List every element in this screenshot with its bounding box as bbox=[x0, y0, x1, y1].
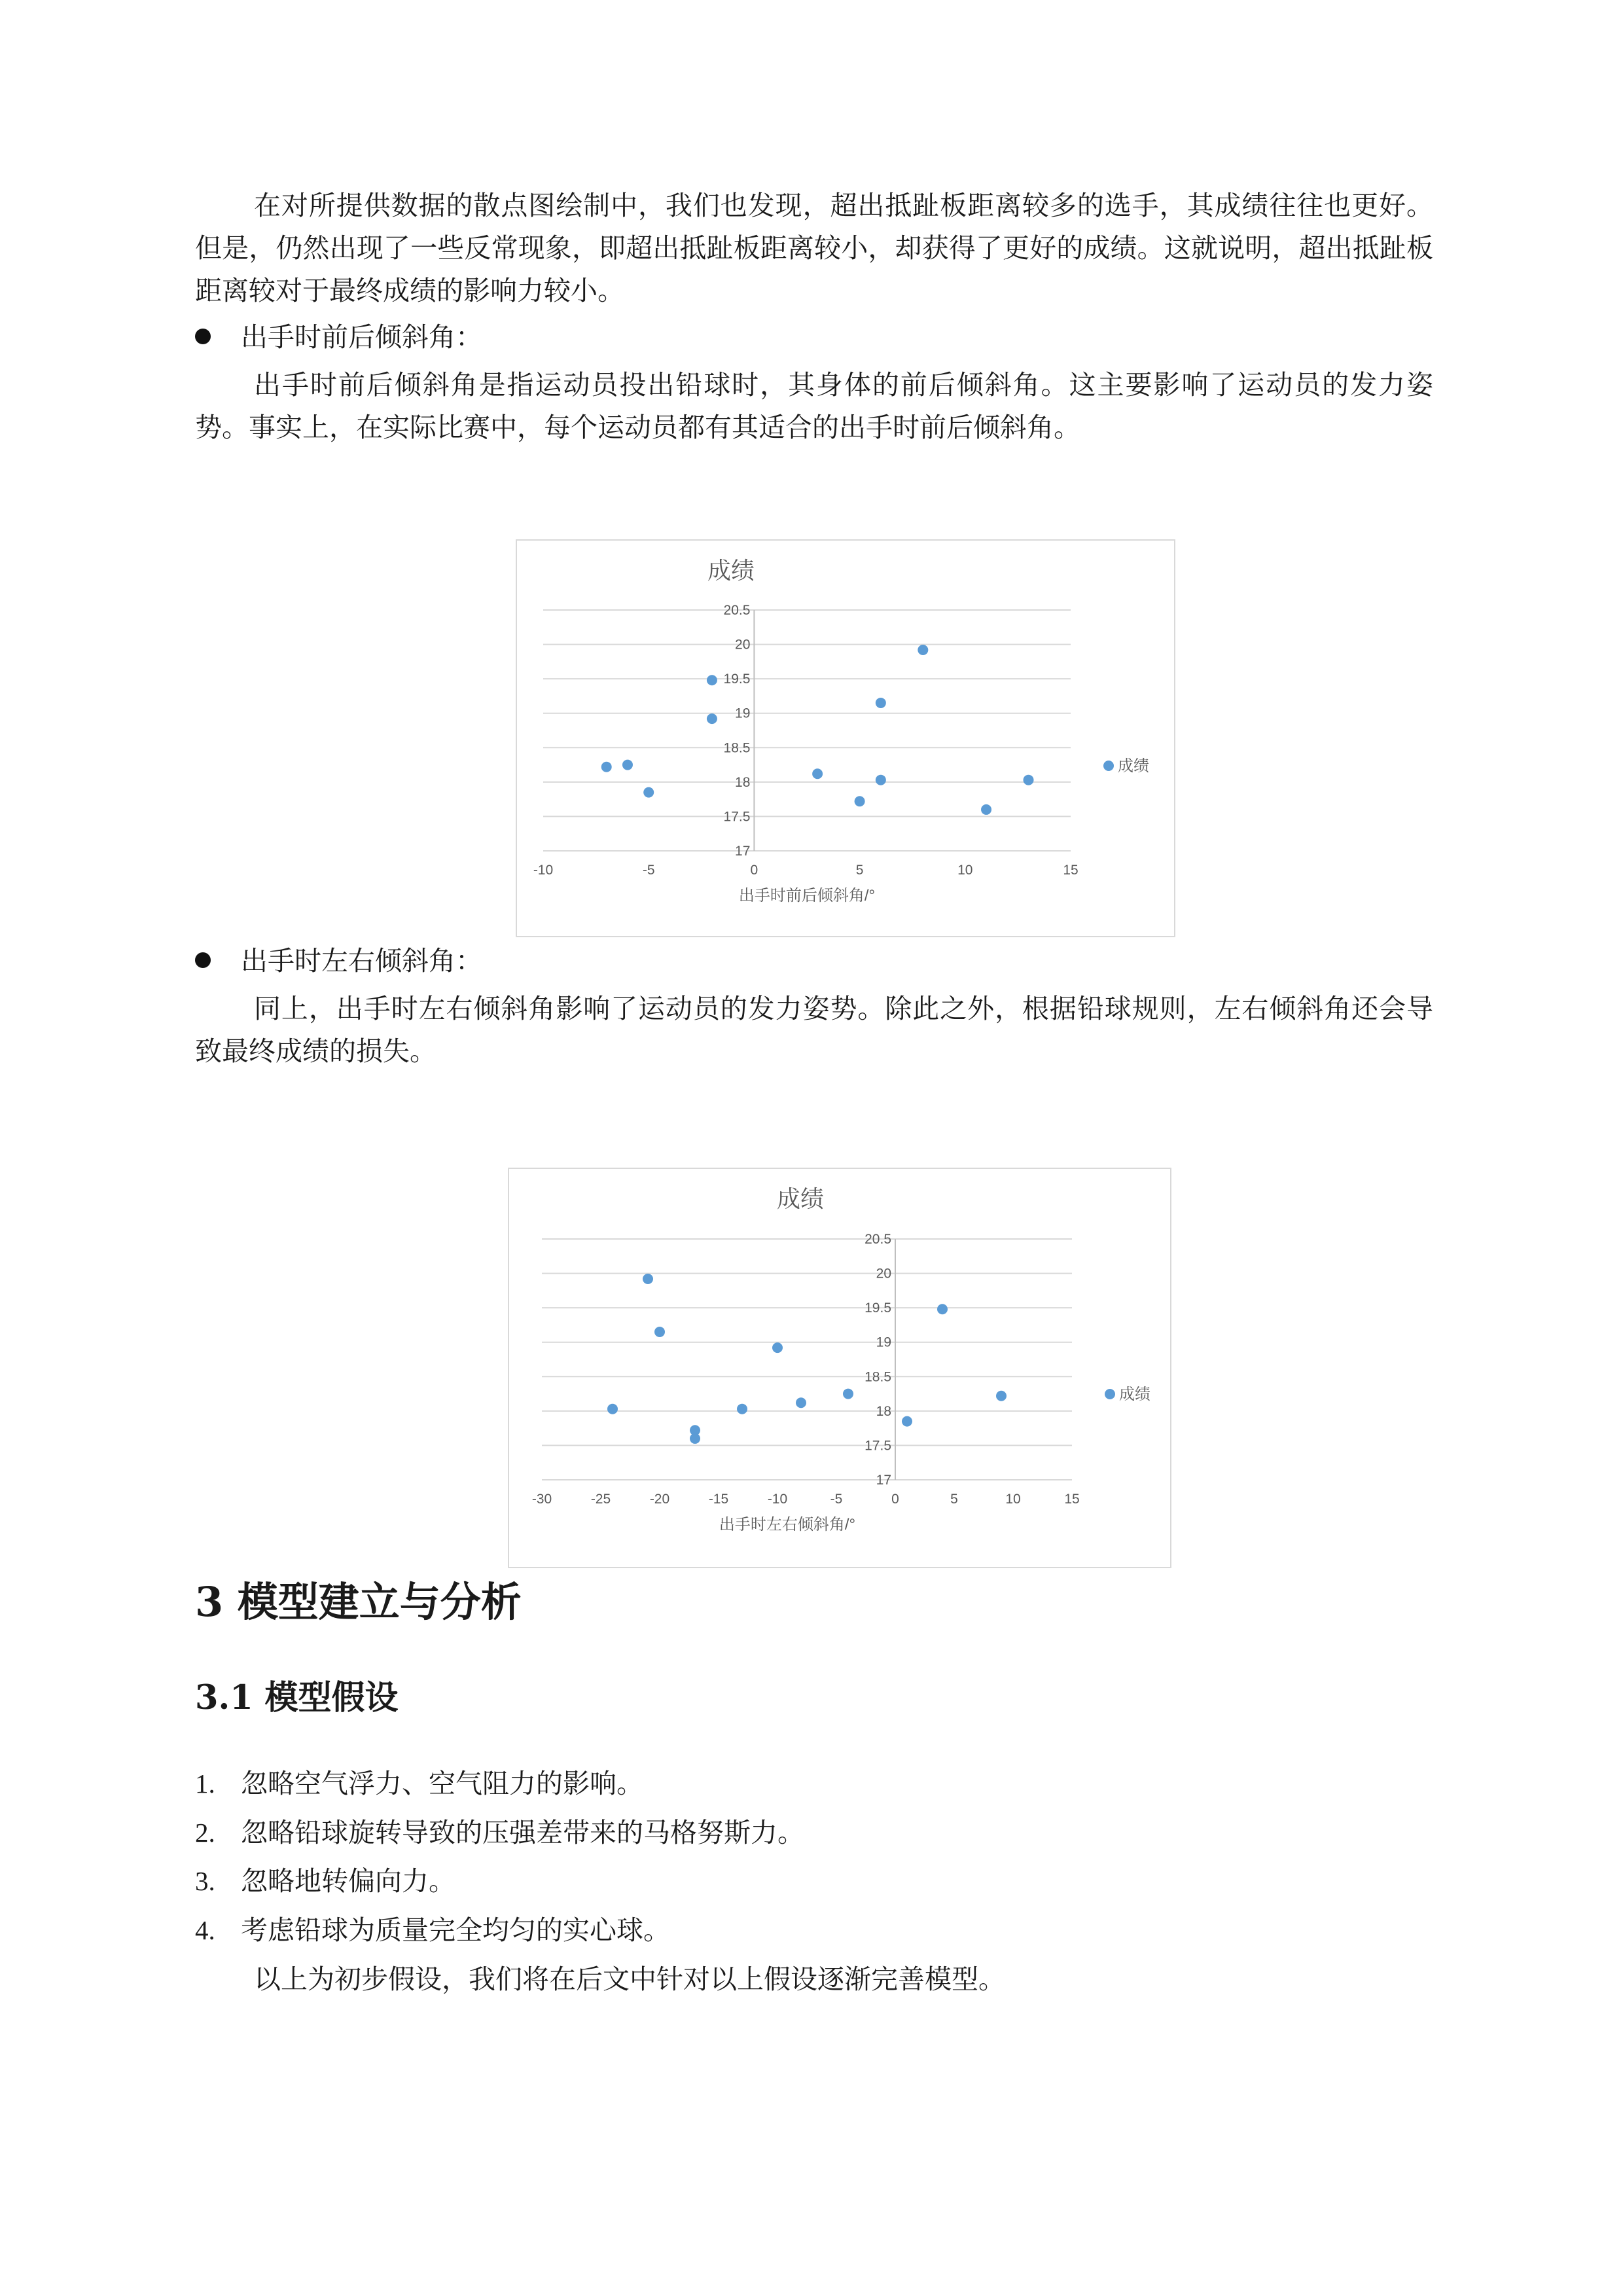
y-tick-label: 17.5 bbox=[723, 809, 751, 825]
y-tick-label: 17 bbox=[876, 1473, 891, 1488]
x-tick-label: -10 bbox=[767, 1492, 788, 1507]
data-point bbox=[643, 1274, 653, 1284]
data-point bbox=[937, 1304, 948, 1314]
data-point bbox=[796, 1397, 806, 1408]
y-tick-label: 19.5 bbox=[865, 1300, 891, 1316]
x-tick-label: -5 bbox=[830, 1492, 843, 1507]
data-point bbox=[843, 1389, 853, 1399]
data-point bbox=[918, 645, 928, 655]
bullet-dot-icon bbox=[195, 329, 211, 344]
assumption-item: 4. 考虑铅球为质量完全均匀的实心球。 bbox=[195, 1914, 670, 1946]
x-tick-label: 10 bbox=[1005, 1492, 1021, 1507]
chart-title: 成绩 bbox=[707, 557, 755, 584]
data-point bbox=[654, 1327, 665, 1337]
assumption-item: 1. 忽略空气浮力、空气阻力的影响。 bbox=[195, 1768, 643, 1799]
data-point bbox=[876, 775, 886, 785]
x-axis-label: 出手时左右倾斜角/° bbox=[719, 1516, 856, 1534]
bullet-dot-icon bbox=[195, 952, 211, 968]
y-tick-label: 20.5 bbox=[865, 1232, 891, 1247]
y-tick-label: 20.5 bbox=[723, 603, 751, 618]
data-point bbox=[601, 762, 612, 772]
data-point bbox=[690, 1433, 700, 1444]
data-point bbox=[812, 768, 823, 779]
y-tick-label: 19 bbox=[735, 706, 751, 721]
data-point bbox=[902, 1416, 912, 1427]
x-tick-label: -20 bbox=[649, 1492, 670, 1507]
section-title: 3 模型建立与分析 bbox=[195, 1578, 522, 1626]
data-point bbox=[707, 713, 717, 724]
data-point bbox=[876, 698, 886, 708]
x-tick-label: -15 bbox=[708, 1492, 729, 1507]
x-tick-label: 15 bbox=[1063, 863, 1079, 878]
y-tick-label: 18.5 bbox=[723, 740, 751, 756]
data-point bbox=[855, 796, 865, 806]
chart-forward-tilt bbox=[516, 539, 1175, 937]
scatter-chart-forward-tilt bbox=[517, 541, 1174, 936]
bullet-forward-tilt bbox=[195, 316, 482, 359]
paragraph-2: 出手时前后倾斜角是指运动员投出铅球时，其身体的前后倾斜角。这主要影响了运动员的发力姿势。事实上，在实际比赛中，每个运动员都有其适合的出手时前后倾斜角。 bbox=[195, 369, 1433, 443]
x-tick-label: 0 bbox=[750, 863, 758, 878]
chart-side-tilt bbox=[508, 1168, 1171, 1568]
x-tick-label: -30 bbox=[531, 1492, 552, 1507]
data-point bbox=[996, 1391, 1007, 1401]
y-tick-label: 20 bbox=[735, 637, 751, 653]
legend-label: 成绩 bbox=[1119, 1386, 1150, 1403]
data-point bbox=[981, 804, 991, 815]
paragraph-1: 在对所提供数据的散点图绘制中，我们也发现，超出抵趾板距离较多的选手，其成绩往往也更好。但是，仍然出现了一些反常现象，即超出抵趾板距离较小，却获得了更好的成绩。这就说明，超出抵趾板距离较对于最终成绩的影响力较小。 bbox=[195, 190, 1433, 306]
y-tick-label: 18.5 bbox=[865, 1369, 891, 1385]
y-tick-label: 19.5 bbox=[723, 672, 751, 687]
x-tick-label: 0 bbox=[891, 1492, 899, 1507]
scatter-chart-side-tilt bbox=[509, 1169, 1170, 1567]
x-tick-label: -10 bbox=[533, 863, 554, 878]
legend-label: 成绩 bbox=[1118, 757, 1149, 775]
bullet-label: 出手时左右倾斜角： bbox=[241, 945, 482, 977]
legend-marker bbox=[1105, 1389, 1115, 1399]
data-point bbox=[643, 787, 654, 798]
legend-marker bbox=[1103, 761, 1114, 771]
assumption-item: 3. 忽略地转偏向力。 bbox=[195, 1865, 455, 1897]
y-tick-label: 17.5 bbox=[865, 1438, 891, 1454]
bullet-label: 出手时前后倾斜角： bbox=[241, 321, 482, 353]
x-tick-label: -5 bbox=[642, 863, 655, 878]
x-tick-label: 5 bbox=[950, 1492, 958, 1507]
y-tick-label: 18 bbox=[876, 1403, 891, 1419]
data-point bbox=[607, 1404, 618, 1414]
x-tick-label: 10 bbox=[957, 863, 973, 878]
x-tick-label: 15 bbox=[1064, 1492, 1080, 1507]
data-point bbox=[707, 675, 717, 685]
y-tick-label: 19 bbox=[876, 1335, 891, 1350]
subsection-title: 3.1 模型假设 bbox=[195, 1678, 399, 1717]
bullet-side-tilt bbox=[195, 940, 482, 982]
y-tick-label: 20 bbox=[876, 1266, 891, 1282]
x-tick-label: 5 bbox=[855, 863, 864, 878]
data-point bbox=[737, 1404, 747, 1414]
paragraph-3: 同上，出手时左右倾斜角影响了运动员的发力姿势。除此之外，根据铅球规则，左右倾斜角还会导致最终成绩的损失。 bbox=[195, 993, 1433, 1067]
data-point bbox=[622, 760, 633, 770]
data-point bbox=[772, 1342, 783, 1353]
y-tick-label: 18 bbox=[735, 774, 751, 790]
closing-paragraph: 以上为初步假设，我们将在后文中针对以上假设逐渐完善模型。 bbox=[254, 1964, 1005, 1995]
assumption-item: 2. 忽略铅球旋转导致的压强差带来的马格努斯力。 bbox=[195, 1817, 804, 1848]
y-tick-label: 17 bbox=[735, 844, 751, 859]
data-point bbox=[1024, 775, 1034, 785]
x-axis-label: 出手时前后倾斜角/° bbox=[738, 887, 876, 905]
x-tick-label: -25 bbox=[590, 1492, 611, 1507]
chart-title: 成绩 bbox=[776, 1185, 825, 1212]
